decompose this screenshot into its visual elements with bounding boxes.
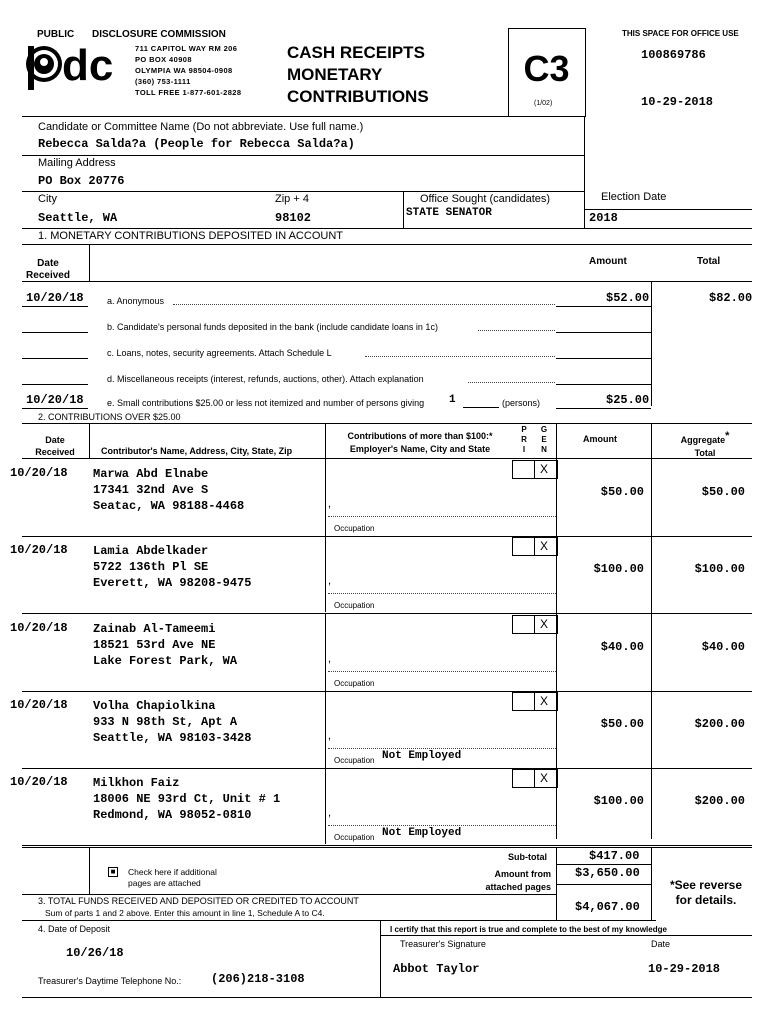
election-date-label: Election Date <box>601 191 667 203</box>
rule <box>22 116 584 117</box>
rule <box>556 306 651 307</box>
rule <box>325 458 326 535</box>
agency-name-right: DISCLOSURE COMMISSION <box>92 29 226 40</box>
agency-address <box>135 43 241 98</box>
rule <box>22 408 88 409</box>
header-line: Employer's Name, City and State <box>349 444 491 454</box>
s1-row-label: c. Loans, notes, security agreements. Attach Schedule L <box>107 348 332 358</box>
general-election-mark: X <box>539 771 548 785</box>
occupation-label: Occupation <box>334 601 375 610</box>
contributor-city[interactable]: Lake Forest Park, WA <box>93 654 238 668</box>
rule <box>22 613 752 614</box>
office-use-label: THIS SPACE FOR OFFICE USE <box>622 29 739 38</box>
dotted-leader <box>328 748 556 749</box>
contribution-amount[interactable]: $100.00 <box>593 562 644 576</box>
rule <box>534 538 535 555</box>
general-election-mark: X <box>539 617 548 631</box>
section2-amount-header: Amount <box>583 434 617 444</box>
persons-label: (persons) <box>502 398 541 408</box>
pdc-logo-graphic <box>22 40 134 92</box>
rule <box>556 408 651 409</box>
contributor-street[interactable]: 933 N 98th St, Apt A <box>93 715 238 729</box>
rule <box>556 384 651 385</box>
rule <box>556 332 651 333</box>
rule <box>556 358 651 359</box>
rule <box>22 423 752 424</box>
contributor-info <box>93 543 251 591</box>
contributor-street[interactable]: 18006 NE 93rd Ct, Unit # 1 <box>93 792 281 806</box>
general-election-mark: X <box>539 694 548 708</box>
occupation-label: Occupation <box>334 756 375 765</box>
rule <box>89 244 90 281</box>
rule <box>534 461 535 478</box>
s1-row-amount[interactable]: $25.00 <box>606 393 650 407</box>
rule <box>651 847 652 920</box>
aggregate-total[interactable]: $40.00 <box>701 640 745 654</box>
occupation-label: Occupation <box>334 524 375 533</box>
contribution-date[interactable]: 10/20/18 <box>10 466 68 480</box>
s1-row-date[interactable]: 10/20/18 <box>26 393 84 407</box>
rule <box>22 244 752 245</box>
office-number: 100869786 <box>641 48 706 62</box>
label-line: Check here if additional <box>128 867 217 877</box>
general-header <box>538 425 550 455</box>
mailing-label: Mailing Address <box>38 157 116 169</box>
rule <box>22 920 656 921</box>
aggregate-total[interactable]: $100.00 <box>694 562 745 576</box>
s1-total[interactable]: $82.00 <box>709 291 753 305</box>
contributor-name[interactable]: Milkhon Faiz <box>93 776 180 790</box>
rule <box>22 228 752 229</box>
aggregate-total[interactable]: $50.00 <box>701 485 745 499</box>
persons-count[interactable]: 1 <box>449 394 456 406</box>
additional-pages-checkbox[interactable]: ■ <box>108 867 118 877</box>
s1-row-label: b. Candidate's personal funds deposited in the bank (include candidate loans in 1c) <box>107 322 438 332</box>
section3-title: 3. TOTAL FUNDS RECEIVED AND DEPOSITED OR CREDITED TO ACCOUNT <box>38 896 359 906</box>
aggregate-total[interactable]: $200.00 <box>694 717 745 731</box>
treasurer-signature[interactable]: Abbot Taylor <box>393 962 480 976</box>
header-line <box>672 430 738 447</box>
contributor-name[interactable]: Zainab Al-Tameemi <box>93 622 216 636</box>
rule <box>22 768 752 769</box>
primary-general-box[interactable] <box>512 460 558 479</box>
aggregate-total[interactable]: $200.00 <box>694 794 745 808</box>
contribution-date[interactable]: 10/20/18 <box>10 621 68 635</box>
contributor-city[interactable]: Seatac, WA 98188-4468 <box>93 499 245 513</box>
signature-date-label: Date <box>651 939 671 949</box>
general-election-mark: X <box>539 539 548 553</box>
occupation-value[interactable]: Not Employed <box>382 750 462 762</box>
contribution-date[interactable]: 10/20/18 <box>10 775 68 789</box>
aggregate-star: * <box>725 430 730 442</box>
additional-pages-label <box>128 867 217 889</box>
rule <box>22 155 584 156</box>
s1-row-date[interactable]: 10/20/18 <box>26 291 84 305</box>
attached-pages-amount[interactable]: $3,650.00 <box>575 866 640 880</box>
occupation-label: Occupation <box>334 679 375 688</box>
phone-label: Treasurer's Daytime Telephone No.: <box>38 976 182 986</box>
dotted-leader <box>328 671 556 672</box>
dotted-leader <box>468 382 555 383</box>
occupation-value[interactable]: Not Employed <box>382 827 462 839</box>
rule <box>22 691 752 692</box>
rule <box>22 458 752 459</box>
general-election-mark: X <box>539 462 548 476</box>
contribution-amount[interactable]: $50.00 <box>600 485 644 499</box>
rule <box>380 920 381 997</box>
header-letter: R <box>521 435 527 444</box>
header-letter: G <box>540 425 548 434</box>
section1-title: 1. MONETARY CONTRIBUTIONS DEPOSITED IN ACCOUNT <box>38 230 343 242</box>
rule <box>584 116 585 228</box>
rule <box>22 332 88 333</box>
city-field[interactable]: Seattle, WA <box>38 211 118 225</box>
rule <box>22 997 752 998</box>
employer-header <box>328 430 512 456</box>
form-code: C3 <box>523 48 570 89</box>
rule <box>534 770 535 787</box>
title-line: CONTRIBUTIONS <box>287 87 429 106</box>
dotted-leader <box>328 516 556 517</box>
contributor-info <box>93 466 244 514</box>
contributor-street[interactable]: 18521 53rd Ave NE <box>93 638 216 652</box>
contributor-city[interactable]: Everett, WA 98208-9475 <box>93 576 252 590</box>
office-sought[interactable]: STATE SENATOR <box>406 207 492 219</box>
contributor-city[interactable]: Seattle, WA 98103-3428 <box>93 731 252 745</box>
employer-comma: , <box>328 575 332 587</box>
rule <box>22 191 584 192</box>
contributor-city[interactable]: Redmond, WA 98052-0810 <box>93 808 252 822</box>
see-reverse-note <box>656 878 756 908</box>
title-line: CASH RECEIPTS <box>287 43 425 62</box>
label-line: pages are attached <box>128 878 201 888</box>
svg-text:dc: dc <box>62 41 114 90</box>
rule <box>89 423 90 458</box>
header-letter: N <box>541 445 547 454</box>
address-line: OLYMPIA WA 98504-0908 <box>135 66 233 75</box>
primary-general-box[interactable] <box>512 615 558 634</box>
contributor-name[interactable]: Marwa Abd Elnabe <box>93 467 209 481</box>
rule <box>403 191 404 228</box>
header-line: Contributions of more than $100:* <box>347 431 493 441</box>
subtotal-label: Sub-total <box>508 852 547 862</box>
occupation-label: Occupation <box>334 833 375 842</box>
rule <box>325 613 326 690</box>
rule <box>22 358 88 359</box>
treasurer-signature-label: Treasurer's Signature <box>400 939 486 949</box>
contribution-amount[interactable]: $100.00 <box>593 794 644 808</box>
dotted-leader <box>328 593 556 594</box>
zip-label: Zip + 4 <box>275 193 309 205</box>
employer-comma: , <box>328 807 332 819</box>
deposit-date-label: 4. Date of Deposit <box>38 924 111 934</box>
section3-subtitle: Sum of parts 1 and 2 above. Enter this amount in line 1, Schedule A to C4. <box>45 908 325 918</box>
employer-comma: , <box>328 730 332 742</box>
section1-date-header <box>22 258 74 282</box>
section1-total-header: Total <box>697 256 721 267</box>
address-line: PO BOX 40908 <box>135 55 192 64</box>
dotted-leader <box>478 330 555 331</box>
rule <box>651 423 652 839</box>
contributor-info <box>93 775 280 823</box>
header-letter: E <box>541 435 547 444</box>
header-line: Date <box>45 435 65 445</box>
label-line: Amount from <box>494 869 551 879</box>
primary-general-box[interactable] <box>512 692 558 711</box>
rule <box>556 884 651 885</box>
contribution-amount[interactable]: $50.00 <box>600 717 644 731</box>
certification: I certify that this report is true and complete to the best of my knowledge <box>390 925 667 934</box>
s1-row-amount[interactable]: $52.00 <box>606 291 650 305</box>
agency-name-left: PUBLIC <box>37 29 75 40</box>
contributor-street[interactable]: 5722 136th Pl SE <box>93 560 209 574</box>
grand-total[interactable]: $4,067.00 <box>575 900 640 914</box>
s1-row-label: e. Small contributions $25.00 or less not itemized and number of persons giving <box>107 398 425 408</box>
dotted-leader <box>365 356 555 357</box>
label-line: attached pages <box>485 882 551 892</box>
rule <box>22 894 556 895</box>
s1-row-label: d. Miscellaneous receipts (interest, refunds, auctions, other). Attach explanation <box>107 374 424 384</box>
mailing-address[interactable]: PO Box 20776 <box>38 174 125 188</box>
note-line: *See reverse <box>669 878 743 892</box>
rule <box>651 281 652 406</box>
treasurer-phone[interactable]: (206)218-3108 <box>211 972 305 986</box>
rule <box>534 616 535 633</box>
section2-title: 2. CONTRIBUTIONS OVER $25.00 <box>38 412 181 422</box>
pdc-logo <box>22 40 134 92</box>
form-version: (1/02) <box>534 100 553 107</box>
primary-general-box[interactable] <box>512 537 558 556</box>
dotted-leader <box>328 825 556 826</box>
header-line: Total <box>694 448 716 458</box>
rule <box>556 864 651 865</box>
rule <box>463 407 499 408</box>
form-title <box>287 42 429 108</box>
contribution-amount[interactable]: $40.00 <box>600 640 644 654</box>
address-line: TOLL FREE 1-877-601-2828 <box>135 88 242 97</box>
header-letter: P <box>521 425 527 434</box>
rule <box>380 935 752 936</box>
employer-comma: , <box>328 498 332 510</box>
rule <box>325 535 326 612</box>
title-line: MONETARY <box>287 65 383 84</box>
contributor-info <box>93 621 237 669</box>
contributor-name[interactable]: Volha Chapiolkina <box>93 699 216 713</box>
rule <box>325 690 326 767</box>
primary-header <box>518 425 530 455</box>
rule <box>22 847 752 848</box>
contributor-name[interactable]: Lamia Abdelkader <box>93 544 209 558</box>
s1-row-label: a. Anonymous <box>107 296 165 306</box>
contributor-info <box>93 698 251 746</box>
rule <box>22 536 752 537</box>
office-date: 10-29-2018 <box>641 95 714 109</box>
committee-name-label: Candidate or Committee Name (Do not abbreviate. Use full name.) <box>38 121 364 133</box>
zip-field[interactable]: 98102 <box>275 211 312 225</box>
committee-name[interactable]: Rebecca Salda?a (People for Rebecca Salda?a) <box>38 137 355 151</box>
header-line: Received <box>35 447 75 457</box>
subtotal-amount[interactable]: $417.00 <box>589 849 640 863</box>
rule <box>534 693 535 710</box>
primary-general-box[interactable] <box>512 769 558 788</box>
rule <box>325 423 326 458</box>
rule <box>22 306 88 307</box>
section2-date-header <box>22 434 88 458</box>
signature-date[interactable]: 10-29-2018 <box>648 962 721 976</box>
deposit-date[interactable]: 10/26/18 <box>66 946 124 960</box>
header-line: Date <box>37 258 59 269</box>
contributor-header: Contributor's Name, Address, City, State, Zip <box>101 446 293 456</box>
employer-comma: , <box>328 653 332 665</box>
rule <box>22 281 752 282</box>
address-line: 711 CAPITOL WAY RM 206 <box>135 44 238 53</box>
dotted-leader <box>173 304 555 305</box>
contributor-street[interactable]: 17341 32nd Ave S <box>93 483 209 497</box>
contribution-date[interactable]: 10/20/18 <box>10 698 68 712</box>
rule <box>22 845 752 846</box>
election-date[interactable]: 2018 <box>589 211 618 225</box>
rule <box>89 847 90 894</box>
contribution-date[interactable]: 10/20/18 <box>10 543 68 557</box>
office-sought-label: Office Sought (candidates) <box>420 193 551 205</box>
aggregate-header <box>672 430 738 460</box>
aggregate-header-text: Aggregate <box>680 435 726 445</box>
rule <box>325 767 326 844</box>
attached-pages-label <box>477 868 551 894</box>
rule <box>22 384 88 385</box>
section1-amount-header: Amount <box>589 256 627 267</box>
header-letter: I <box>522 445 526 454</box>
city-label: City <box>38 193 57 205</box>
address-line: (360) 753-1111 <box>135 77 191 86</box>
note-line: for details. <box>675 893 737 907</box>
rule <box>584 209 752 210</box>
header-line: Received <box>26 270 70 281</box>
